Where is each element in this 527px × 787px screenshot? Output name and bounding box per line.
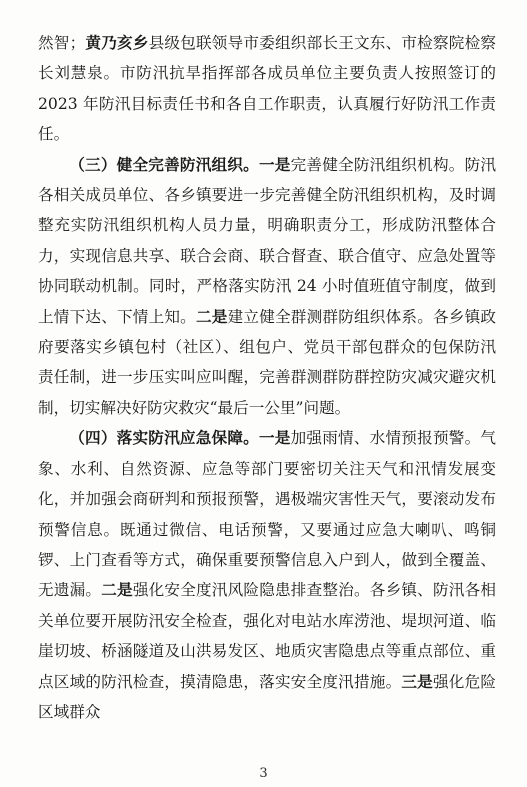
paragraph-text: 然智；: [38, 34, 86, 52]
page-number: 3: [259, 766, 268, 781]
document-body: [38, 28, 496, 727]
paragraph-text: 完善健全防汛组织机构。防汛各相关成员单位、各乡镇要进一步完善健全防汛组织机构，及时调整充实防汛组织机构人员力量，明确职责分工，形成防汛整体合力，实现信息共享、联合会商、联合督查、联合值守、应急处置等协同联动机制。同时，严格落实防汛 24 小时值班值守制度，做到上情下达、下情上知。: [38, 155, 496, 326]
paragraph-continuation: [38, 28, 496, 150]
section-heading-four: （四）落实防汛应急保障。: [69, 428, 259, 448]
paragraph-text: 强化安全度汛风险隐患排查整治。各乡镇、防汛各相关单位要开展防汛安全检查，强化对电站水库涝池、堤坝河道、临崖切坡、桥涵隧道及山洪易发区、地质灾害隐患点等重点部位、重点区域的防汛检查，摸清隐患，落实安全度汛措施。: [38, 581, 496, 691]
point-lead: 一是: [258, 154, 291, 174]
paragraph-text: 加强雨情、水情预报预警。气象、水利、自然资源、应急等部门要密切关注天气和汛情发展变化，并加强会商研判和预报预警，遇极端灾害性天气，要滚动发布预警信息。既通过微信、电话预警，又要通过应急大喇叭、鸣铜锣、上门查看等方式，确保重要预警信息入户到人，做到全覆盖、无遗漏。: [38, 429, 496, 600]
township-name: 黄乃亥乡: [85, 33, 149, 52]
point-lead: 一是: [258, 428, 291, 448]
section-heading-three: （三）健全完善防汛组织。: [69, 154, 259, 174]
point-lead: 三是: [401, 671, 433, 691]
paragraph-text: 建立健全群测群防组织体系。各乡镇政府要落实乡镇包村（社区）、组包户、党员干部包群众的包保防汛责任制，进一步压实叫应叫醒，完善群测群防群控防灾减灾避灾机制，切实解决好防灾救灾“最后一公里”问题。: [38, 307, 496, 417]
paragraph-emergency-support: [38, 423, 496, 727]
point-lead: 二是: [196, 306, 228, 326]
paragraph-text: 强化危险区域群众: [38, 672, 496, 721]
paragraph-organization: [38, 150, 496, 424]
paragraph-text: 县级包联领导市委组织部长王文东、市检察院检察长刘慧泉。市防汛抗旱指挥部各成员单位主要负责人按照签订的 2023 年防汛目标责任书和各自工作职责，认真履行好防汛工作责任。: [38, 34, 496, 144]
point-lead: 二是: [101, 580, 133, 600]
